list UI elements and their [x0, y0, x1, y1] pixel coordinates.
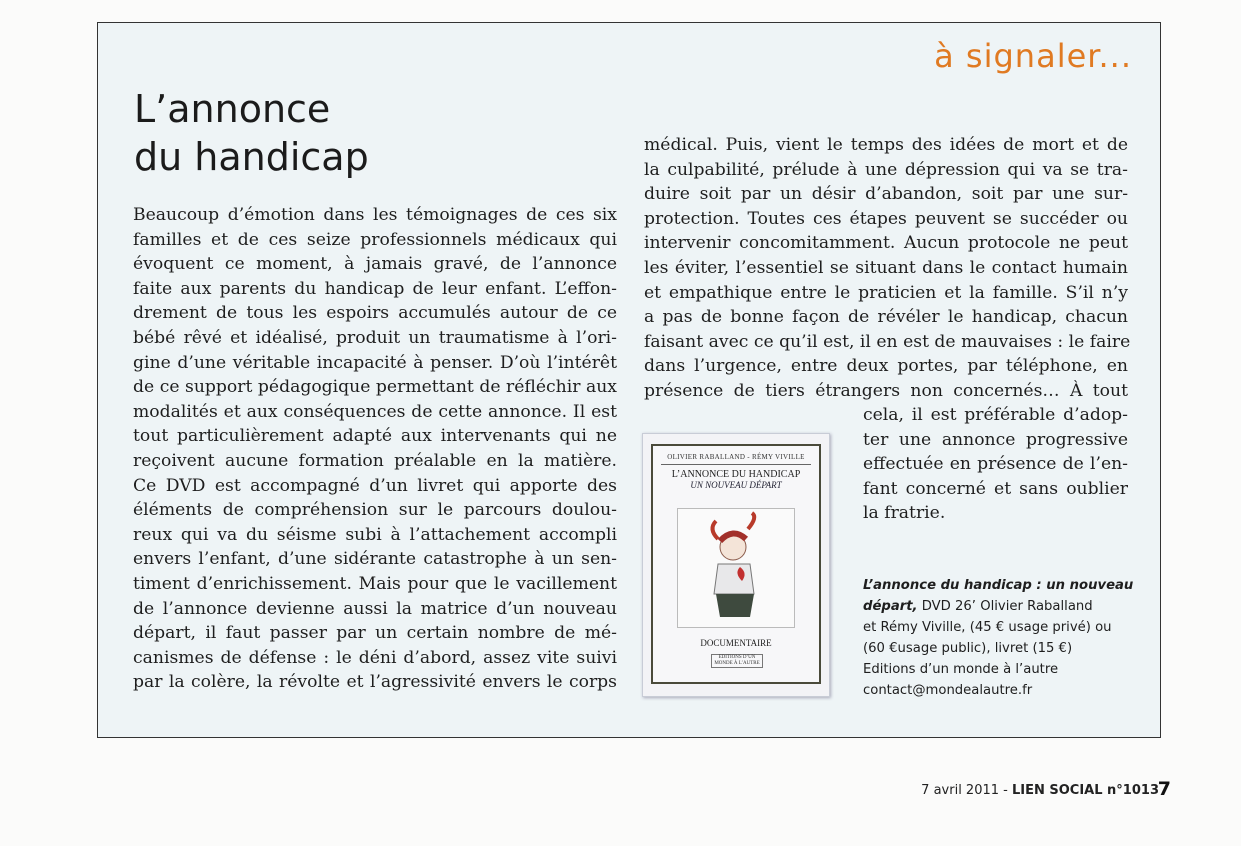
text-line: faite aux parents du handicap de leur enfant. L’effon- [133, 278, 617, 299]
publisher-logo: EDITIONS D’UN MONDE À L’AUTRE [711, 654, 763, 668]
text-line: tout particulièrement adapté aux intervenants qui ne [133, 426, 617, 447]
magazine-name: LIEN SOCIAL n°1013 [1011, 783, 1159, 798]
caption-text: DVD 26’ Olivier Raballand [917, 599, 1093, 614]
text-line: familles et de ces seize professionnels médicaux qui [133, 229, 617, 250]
text-line: canismes de défense : le déni d’abord, assez vite suivi [133, 647, 617, 668]
text-line: bébé rêvé et idéalisé, produit un traumatisme à l’ori- [133, 327, 617, 348]
text-line: éléments de compréhension sur le parcours doulou- [133, 500, 617, 521]
text-line: ter une annonce progressive [863, 429, 1128, 450]
cover-illustration [677, 508, 795, 628]
caption-text: (60 €usage public), livret (15 €) [863, 641, 1073, 656]
text-line: Ce DVD est accompagné d’un livret qui apporte des [133, 475, 617, 496]
right-column-wrap [863, 403, 1128, 526]
text-line: envers l’enfant, d’une sidérante catastrophe à un sen- [133, 549, 617, 570]
text-line: cela, il est préférable d’adop- [863, 405, 1128, 425]
issue-date: 7 avril 2011 - [921, 783, 1012, 798]
text-line: timent d’enrichissement. Mais pour que le vacillement [133, 573, 617, 594]
text-line: intervenir concomitamment. Aucun protocole ne peut [644, 233, 1128, 254]
caption-text: et Rémy Viville, (45 € usage privé) ou [863, 620, 1112, 635]
right-column [644, 133, 1131, 404]
text-line: faisant avec ce qu’il est, il en est de mauvaises : le faire [644, 331, 1131, 352]
text-line: Beaucoup d’émotion dans les témoignages de ces six [133, 205, 617, 225]
text-line: les éviter, l’essentiel se situant dans le contact humain [644, 257, 1128, 278]
text-line: de l’annonce devienne aussi la matrice d’un nouveau [133, 598, 617, 619]
page-number: 7 [1157, 778, 1171, 800]
text-line: médical. Puis, vient le temps des idées de mort et de [644, 135, 1128, 155]
cover-frame [651, 444, 821, 684]
text-line: drement de tous les espoirs accumulés autour de ce [133, 303, 617, 324]
title-line: L’annonce [134, 87, 331, 131]
cover-subtitle: UN NOUVEAU DÉPART [690, 480, 782, 490]
text-line: gine d’une véritable incapacité à penser. D’où l’intérêt [133, 352, 617, 373]
text-line: duire soit par un désir d’abandon, soit par une sur- [644, 184, 1128, 205]
caption-text: Editions d’un monde à l’autre [863, 662, 1059, 677]
text-line: et empathique entre le praticien et la famille. S’il n’y [644, 282, 1128, 303]
cover-genre: DOCUMENTAIRE [700, 638, 772, 648]
text-line: évoquent ce moment, à jamais gravé, de l’annonce [133, 254, 617, 275]
page-footer [921, 783, 1159, 798]
text-line: départ, il faut passer par un certain nombre de mé- [133, 623, 617, 644]
text-line: présence de tiers étrangers non concernés… À tout [644, 380, 1128, 401]
cover-authors: OLIVIER RABALLAND - RÉMY VIVILLE [661, 453, 811, 465]
cover-title: L’ANNONCE DU HANDICAP [671, 469, 801, 480]
text-line: modalités et aux conséquences de cette annonce. Il est [133, 401, 617, 422]
article-box [97, 22, 1161, 738]
text-line: par la colère, la révolte et l’agressivité envers le corps [133, 672, 617, 693]
title-line: du handicap [134, 135, 369, 179]
article-title [134, 85, 369, 181]
text-line: de ce support pédagogique permettant de réfléchir aux [133, 377, 617, 398]
caption-title: L’annonce du handicap : un nouveau départ, [863, 578, 1134, 614]
text-line: la culpabilité, prélude à une dépression qui va se tra- [644, 159, 1128, 180]
text-line: fant concerné et sans oublier [863, 478, 1128, 499]
text-line: effectuée en présence de l’en- [863, 454, 1128, 475]
dvd-cover-image [642, 433, 830, 697]
text-line: dans l’urgence, entre deux portes, par téléphone, en [644, 356, 1128, 377]
section-label: à signaler... [934, 37, 1132, 75]
text-line: la fratrie. [863, 503, 946, 524]
text-line: reux qui va du séisme subi à l’attachement accompli [133, 524, 617, 545]
contact-email: contact@mondealautre.fr [863, 683, 1033, 698]
text-line: a pas de bonne façon de révéler le handicap, chacun [644, 307, 1128, 328]
text-line: protection. Toutes ces étapes peuvent se succéder ou [644, 208, 1128, 229]
dvd-caption [863, 575, 1163, 701]
text-line: reçoivent aucune formation préalable en la matière. [133, 450, 617, 471]
left-column [133, 203, 617, 695]
